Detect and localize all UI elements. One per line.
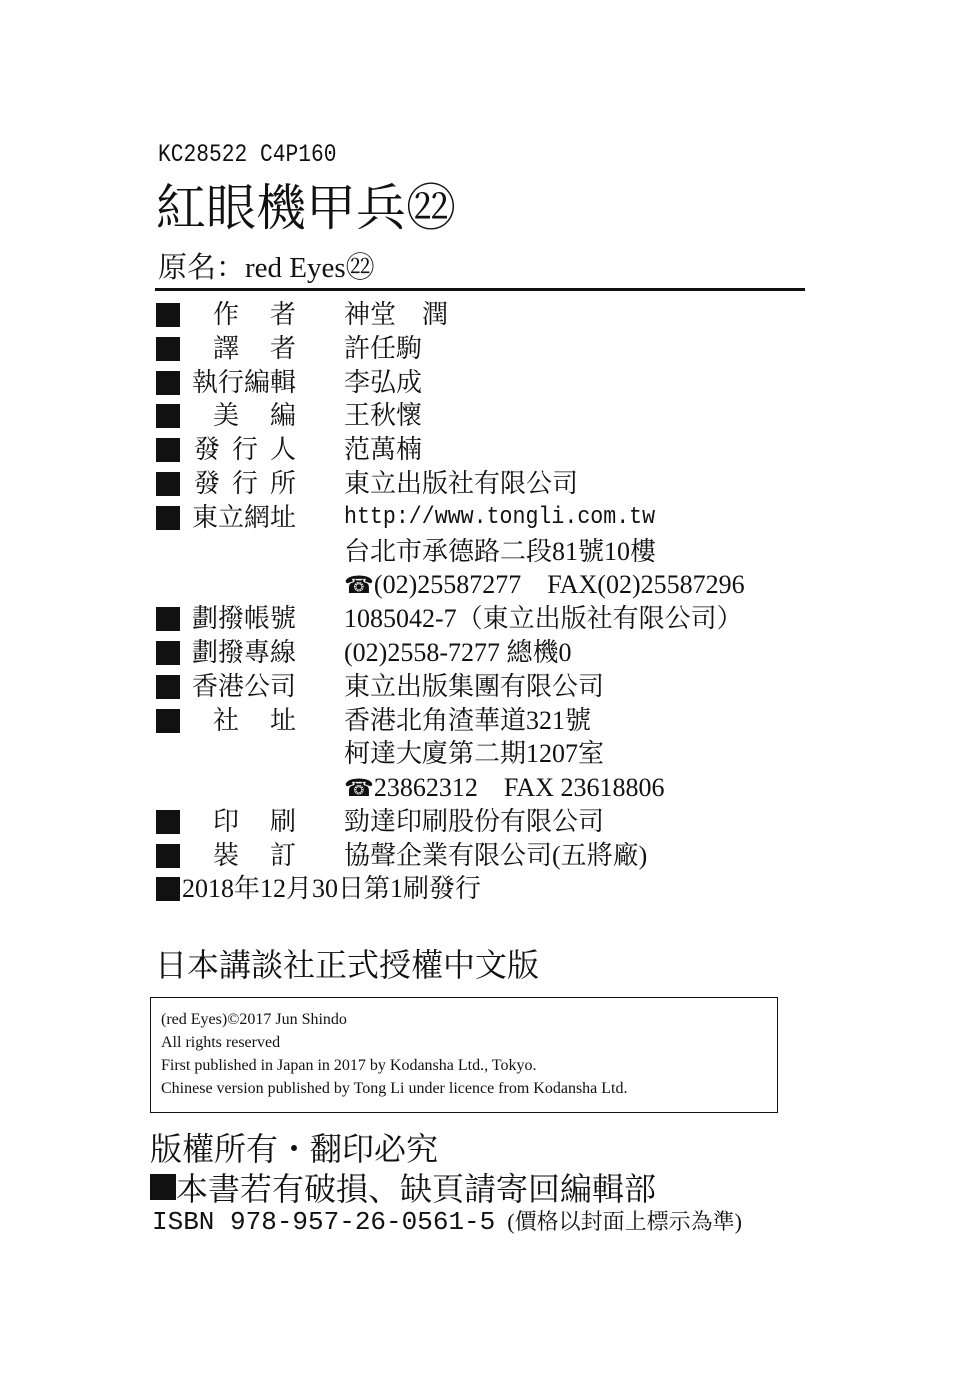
credit-value-row (344, 636, 571, 670)
bullet-square-icon (156, 371, 180, 395)
credit-value-row (344, 602, 743, 636)
credit-label-text: 者 (269, 333, 296, 363)
credit-label (156, 602, 296, 636)
original-title: 原名：red Eyes㉒ (158, 252, 375, 284)
credit-label-text: 劃撥帳號 (191, 604, 296, 634)
credit-value: 王秋懷 (344, 401, 423, 431)
phone-icon: ☎ (344, 573, 374, 600)
credit-label (156, 366, 296, 400)
product-code: KC28522 C4P160 (158, 140, 337, 169)
credit-label-text: 址 (269, 705, 296, 735)
credit-value-row (344, 535, 656, 569)
credit-value: 東立出版社有限公司 (344, 469, 579, 498)
bullet-square-icon (156, 607, 180, 631)
price-note: (價格以封面上標示為準) (507, 1209, 742, 1234)
credit-label (156, 501, 296, 535)
credit-value: (02)25587277 FAX(02)25587296 (373, 570, 745, 600)
bullet-square-icon (156, 337, 180, 361)
credit-value-row (344, 501, 655, 535)
credit-value-row (344, 399, 422, 433)
credit-label-text: 刷 (269, 807, 296, 836)
credit-value-row (344, 467, 578, 501)
divider (155, 288, 805, 291)
credit-label-text: 執行編輯 (191, 367, 296, 397)
credit-label-text: 者 (269, 300, 296, 329)
credit-value-row (344, 704, 591, 738)
credit-value-row (344, 805, 604, 839)
credit-value: 柯達大廈第二期1207室 (344, 739, 605, 769)
credit-value: 台北市承德路二段81號10樓 (344, 536, 657, 566)
credit-value: 東立出版集團有限公司 (344, 671, 605, 701)
bullet-square-icon (156, 303, 180, 327)
credit-value: (02)2558-7277 總機0 (344, 638, 572, 667)
bullet-square-icon (156, 877, 180, 901)
copyright-line: Chinese version published by Tong Li under licence from Kodansha Ltd. (161, 1080, 628, 1097)
credit-value: 香港北角渣華道321號 (344, 705, 592, 735)
credit-label (156, 704, 296, 738)
credit-value-row (344, 298, 448, 332)
rights-notice: 版權所有・翻印必究 (150, 1131, 439, 1167)
credit-label-text: 人 (269, 435, 296, 465)
credit-label (156, 399, 296, 433)
credit-label (156, 332, 296, 366)
credit-label-text: 美 (212, 401, 239, 431)
credit-value-row (344, 839, 647, 873)
credit-value: 許任駒 (344, 333, 423, 363)
credit-value: 1085042-7（東立出版社有限公司） (344, 604, 743, 634)
credit-value: 神堂 潤 (344, 300, 449, 329)
credit-label-text: 香港公司 (191, 671, 296, 701)
bullet-square-icon (156, 641, 180, 665)
copyright-box (150, 997, 778, 1113)
bullet-square-icon (156, 810, 180, 834)
credit-label (156, 433, 296, 467)
copyright-line: (red Eyes)©2017 Jun Shindo (161, 1011, 347, 1028)
credit-label-text: 印 (212, 807, 239, 836)
credit-value: 23862312 FAX 23618806 (373, 773, 665, 803)
bullet-square-icon (156, 675, 180, 699)
damage-notice: 本書若有破損、缺頁請寄回編輯部 (176, 1171, 657, 1207)
license-statement: 日本講談社正式授權中文版 (155, 947, 540, 983)
credit-label (156, 467, 296, 501)
credit-value-row (344, 737, 604, 771)
copyright-line: All rights reserved (161, 1034, 281, 1051)
credit-label-text: 所 (269, 469, 296, 498)
credit-label (156, 636, 296, 670)
credit-label-text: 社 (212, 705, 239, 735)
credit-value: 范萬楠 (344, 435, 423, 465)
credit-label-text: 東立網址 (191, 502, 296, 532)
credit-label (156, 839, 296, 873)
bullet-square-icon (156, 404, 180, 428)
copyright-line: First published in Japan in 2017 by Kodansha Ltd., Tokyo. (161, 1057, 537, 1074)
phone-icon: ☎ (344, 776, 374, 803)
book-title: 紅眼機甲兵㉒ (156, 180, 456, 236)
bullet-square-icon (156, 709, 180, 733)
credit-value-row (344, 366, 422, 400)
credit-label-text: 譯 (212, 333, 239, 363)
credit-value-row (344, 433, 422, 467)
credit-label-text: 裝 (212, 840, 239, 870)
credit-label-text: 作 (212, 300, 239, 329)
credit-label-text: 發 (193, 435, 220, 465)
issue-date: 2018年12月30日第1刷發行 (182, 874, 482, 903)
credit-value: http://www.tongli.com.tw (344, 503, 656, 531)
credit-label-text: 發 (193, 469, 220, 498)
credit-label-text: 行 (231, 435, 258, 465)
credit-value-row (344, 332, 422, 366)
bullet-square-icon (156, 438, 180, 462)
credit-value: 李弘成 (344, 367, 423, 397)
credit-value-row (344, 670, 604, 704)
credit-label-text: 訂 (269, 840, 296, 870)
damage-notice-row (150, 1164, 656, 1210)
bullet-square-icon (156, 844, 180, 868)
credit-value: 協聲企業有限公司(五將廠) (344, 840, 648, 870)
isbn: ISBN 978-957-26-0561-5 (152, 1207, 496, 1237)
credit-label (156, 298, 296, 332)
bullet-square-icon (156, 506, 180, 530)
isbn-row (152, 1205, 742, 1237)
credit-label-text: 劃撥專線 (191, 638, 296, 667)
bullet-square-icon (150, 1174, 176, 1200)
credit-value-row (344, 568, 745, 603)
credit-label (156, 670, 296, 704)
credit-value-row (344, 771, 665, 806)
bullet-square-icon (156, 472, 180, 496)
credit-value: 勁達印刷股份有限公司 (344, 807, 605, 836)
credit-label (156, 805, 296, 839)
credit-label-text: 編 (269, 401, 296, 431)
credit-label-text: 行 (231, 469, 258, 498)
